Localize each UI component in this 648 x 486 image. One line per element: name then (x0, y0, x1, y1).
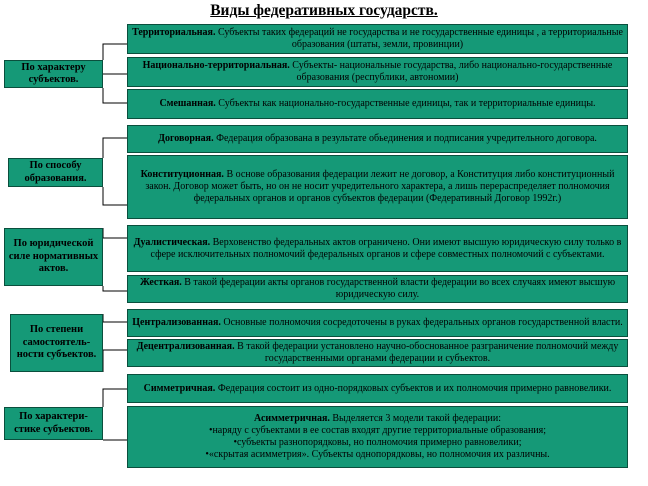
asymmetry-model-item: •«скрытая асимметрия». Субъекты однопорядковы, но полномочия их различны. (205, 449, 550, 460)
type-term: Дуалистическая (133, 236, 208, 248)
type-description: Субъекты таких федераций не государства и не государственные единицы , а территориальные образования (штаты, земли, провинции) (215, 27, 623, 50)
page-title: Виды федеративных государств. (210, 2, 438, 19)
type-decentralized (127, 339, 628, 367)
type-national-territorial (127, 57, 628, 87)
term-punct: . (287, 60, 290, 71)
term-punct: . (232, 341, 235, 352)
connector-line (103, 187, 127, 205)
term-punct: . (218, 317, 221, 328)
type-constitutional (127, 155, 628, 219)
connector-line (103, 286, 127, 291)
connector-line (103, 44, 127, 60)
criterion-by-formation: По способу образования. (8, 158, 103, 187)
type-term: Симметричная. (143, 382, 216, 394)
type-term: Территориальная (132, 27, 213, 38)
criterion-by-subjects: По характеру субъектов. (4, 60, 103, 88)
type-term: Жесткая. (139, 277, 182, 288)
criterion-by-legal-force: По юридической силе нормативных актов. (4, 228, 103, 286)
type-dualistic (127, 225, 628, 272)
asymmetry-model-item: •наряду с субъектами в ее состав входят другие территориальные образования; (208, 425, 547, 436)
term-punct: . (213, 98, 216, 109)
type-description: Федерация состоит из одно-порядковых субъектов и их полномочия примерно равновелики. (215, 382, 612, 394)
type-description: В основе образования федерации лежит не договор, а Конституция либо конституционный закон. Договор может быть, но он не носит учредительного характера, а лишь перераспределяет полномочия федеральных органов и органов субъектов федерации (Федеративный Договор 1992г.) (145, 169, 615, 204)
type-term: Договорная (158, 133, 212, 144)
type-description: Верховенство федеральных актов ограничено. Они имеют высшую юридическую силу только в сфере исключительных полномочий федеральных органов и сфере совместных полномочий с субъектами. (150, 236, 622, 260)
type-contractual (127, 125, 628, 153)
type-territorial (127, 24, 628, 54)
connector-line (103, 228, 127, 238)
term-punct: . (211, 133, 214, 144)
type-term: Национально-территориальная (142, 60, 288, 71)
type-term: Асимметричная. (253, 413, 330, 424)
type-description: В такой федерации акты органов государственной власти федерации во всех случаях имеют высшую юридическую силу. (181, 277, 616, 300)
connector-line (103, 88, 127, 103)
asymmetry-model-item: •субъекты разнопорядковы, но полномочия примерно равновелики; (233, 437, 522, 448)
type-term: Конституционная. (140, 169, 224, 180)
connector-line (103, 389, 127, 407)
type-description: Основные полномочия сосредоточены в руках федеральных органов государственной власти. (220, 317, 623, 328)
type-description: Субъекты как национально-государственные единицы, так и территориальные единицы. (215, 98, 596, 109)
type-term: Децентрализованная (136, 341, 233, 352)
type-symmetric (127, 374, 628, 403)
connector-line (103, 350, 127, 372)
criterion-by-subject-characteristics: По характери-стике субъектов. (4, 407, 103, 440)
type-term: Централизованная (132, 317, 219, 328)
type-description: Выделяется 3 модели такой федерации: (329, 413, 501, 424)
type-mixed (127, 89, 628, 119)
type-rigid (127, 275, 628, 303)
type-centralized (127, 309, 628, 337)
term-punct: . (212, 27, 216, 38)
type-description: Субъекты- национальные государства, либо национально-государственные образования (республики, автономии) (289, 60, 613, 83)
connector-line (103, 138, 127, 158)
type-description: В такой федерации установлено научно-обоснованное разграничение полномочий между государственными органами федерации и субъектов. (234, 341, 619, 364)
type-description: Федерация образована в результате обьединения и подписания учредительного договора. (213, 133, 597, 144)
type-term: Смешанная (159, 98, 214, 109)
type-asymmetric (127, 406, 628, 468)
term-punct: . (207, 236, 211, 248)
connector-line (103, 314, 127, 322)
criterion-by-autonomy: По степени самостоятель-ности субъектов. (10, 314, 103, 372)
